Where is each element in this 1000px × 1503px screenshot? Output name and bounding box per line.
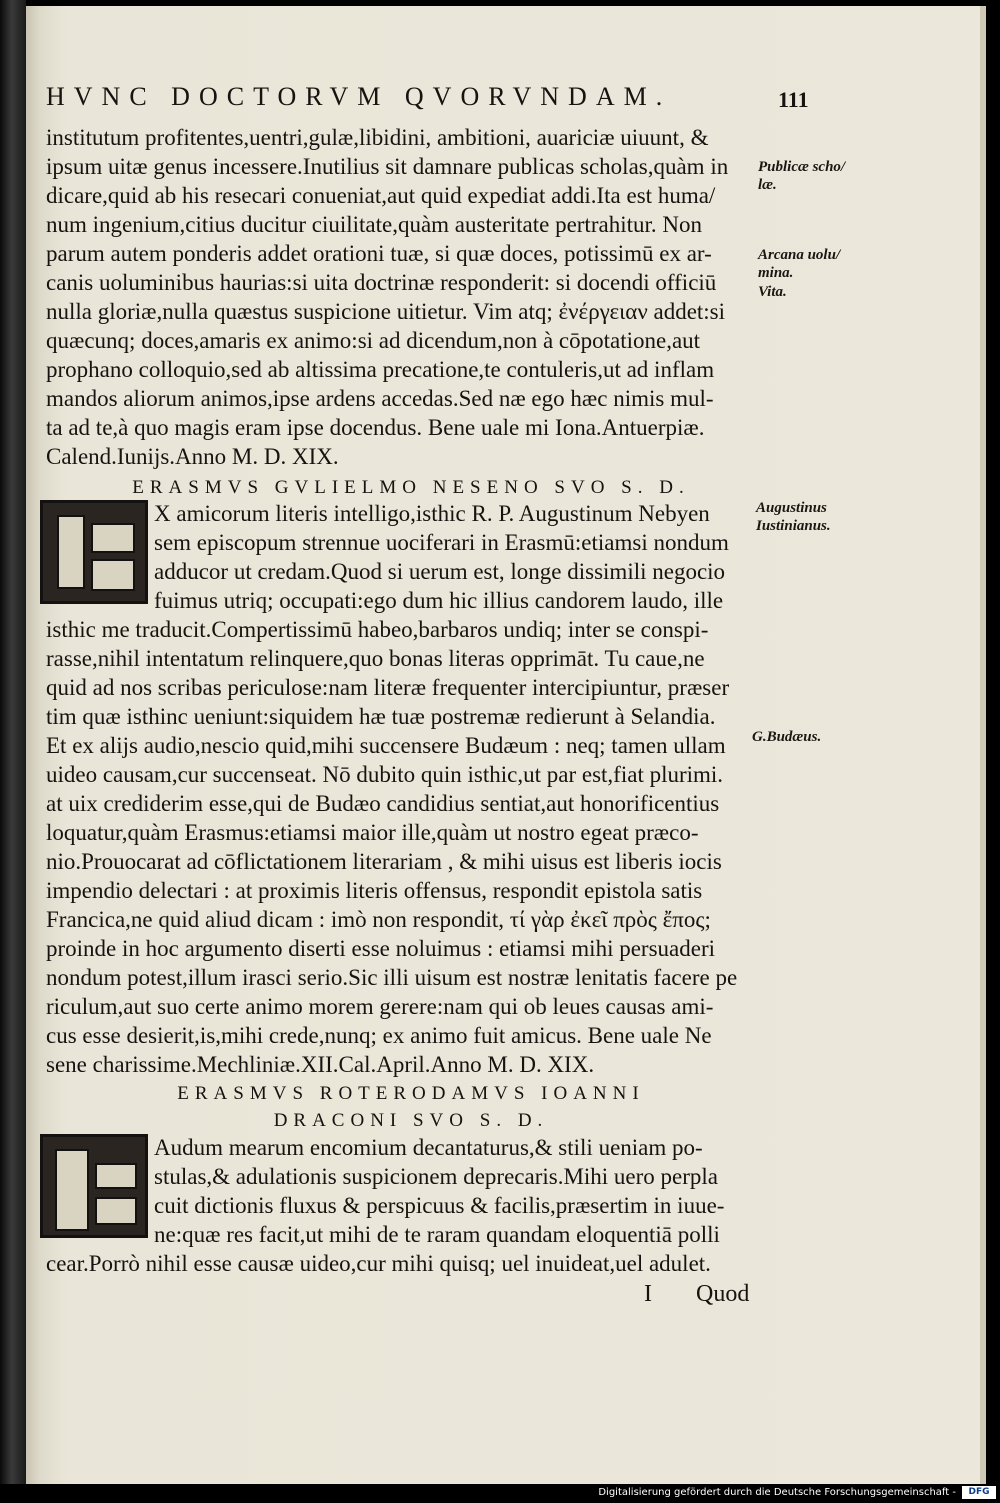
margin-note-budaeus: G.Budæus. [752, 729, 822, 745]
margin-note-arcana-2: mina. [758, 265, 794, 281]
woodcut-initial-e [40, 500, 148, 604]
text-line: tim quæ isthinc ueniunt:siquidem hæ tuæ postremæ redierunt à Selandia. [46, 704, 716, 729]
text-line: canis uoluminibus haurias:si uita doctrinæ responderit: si docendi officiū [46, 270, 717, 295]
text-line: ta ad te,à quo magis eram ipse docendus. Bene uale mi Iona.Antuerpiæ. [46, 415, 705, 440]
folio-number: 111 [778, 87, 809, 112]
text-line: at uix crediderim esse,qui de Budæo candidius sentiat,aut honorificentius [46, 791, 720, 816]
text-line: mandos aliorum animos,ipse ardens accedas.Sed næ ego hæc nimis mul- [46, 386, 714, 411]
text-line: nulla gloriæ,nulla quæstus suspicione uitietur. Vim atq; ἐνέργειαν addet:si [46, 299, 726, 324]
text-line: sene charissime.Mechliniæ.XII.Cal.April.Anno M. D. XIX. [46, 1052, 595, 1077]
margin-note-augustinus-2: Iustinianus. [756, 518, 831, 534]
text-line: cear.Porrò nihil esse causæ uideo,cur mihi quisq; uel inuideat,uel adulet. [46, 1251, 711, 1276]
text-line: Francica,ne quid aliud dicam : imò non respondit, τί γὰρ ἐκεῖ πρὸς ἔπος; [46, 907, 711, 932]
text-line: impendio delectari : at proximis literis offensus, respondit epistola satis [46, 878, 703, 903]
book-page [26, 6, 986, 1484]
letter-heading: ERASMVS ROTERODAMVS IOANNI [177, 1083, 645, 1104]
text-line: ne:quæ res facit,ut mihi de te raram quandam eloquentiā polli [154, 1222, 720, 1247]
text-line: parum autem ponderis addet orationi tuæ, si quæ doces, potissimū ex ar- [46, 241, 712, 266]
margin-note-publicae-scholae-2: læ. [758, 177, 777, 193]
margin-note-arcana-1: Arcana uolu/ [758, 247, 841, 263]
margin-note-publicae-scholae-1: Publicæ scho/ [758, 159, 846, 175]
text-line: dicare,quid ab his resecari conueniat,aut quid expediat addi.Ita est huma/ [46, 183, 716, 208]
book-edge [0, 0, 26, 1490]
text-line: loquatur,quàm Erasmus:etiamsi maior ille,quàm ut nostro egeat præco- [46, 820, 699, 845]
text-line: X amicorum literis intelligo,isthic R. P. Augustinum Nebyen [154, 501, 710, 526]
woodcut-initial-l [40, 1134, 148, 1238]
footer-bar [0, 1484, 1000, 1503]
text-line: sem episcopum strennue uociferari in Erasmū:etiamsi nondum [154, 530, 729, 555]
catchword: Quod [696, 1281, 750, 1307]
text-line: quid ad nos scribas periculose:nam literæ frequenter intercipiuntur, præser [46, 675, 730, 700]
letter-heading: DRACONI SVO S. D. [273, 1110, 549, 1131]
text-line: stulas,& adulationis suspicionem deprecaris.Mihi uero perpla [154, 1164, 719, 1189]
text-line: uideo causam,cur succenseat. Nō dubito quin isthic,ut par est,fiat plurimi. [46, 762, 724, 787]
dfg-logo: DFG [962, 1486, 996, 1499]
running-head: HVNC DOCTORVM QVORVNDAM. [46, 82, 672, 111]
text-line: prophano colloquio,sed ab altissima precatione,te contuleris,ut ad inflam [46, 357, 715, 382]
text-line: proinde in hoc argumento diserti esse noluimus : etiamsi mihi persuaderi [46, 936, 715, 961]
text-line: rasse,nihil intentatum relinquere,quo bonas literas opprimāt. Tu caue,ne [46, 646, 705, 671]
text-line: nondum potest,illum irasci serio.Sic illi uisum est nostræ lenitatis facere pe [46, 965, 738, 990]
text-line: fuimus utriq; occupati:ego dum hic illius candorem laudo, ille [154, 588, 724, 613]
text-line: adducor ut credam.Quod si uerum est, longe dissimili negocio [154, 559, 726, 584]
margin-note-vita: Vita. [758, 284, 787, 300]
text-line: num ingenium,citius ducitur ciuilitate,quàm austeritate pertrahitur. Non [46, 212, 702, 237]
text-line: cus esse desierit,is,mihi crede,nunq; ex animo fuit amicus. Bene uale Ne [46, 1023, 712, 1048]
text-line: quæcunq; doces,amaris ex animo:si ad dicendum,non à cōpotatione,aut [46, 328, 701, 353]
text-line: Audum mearum encomium decantaturus,& stili ueniam po- [154, 1135, 703, 1160]
text-line: Calend.Iunijs.Anno M. D. XIX. [46, 444, 339, 469]
margin-note-augustinus-1: Augustinus [756, 500, 827, 516]
text-line: cuit dictionis fluxus & perspicuus & facilis,præsertim in iuue- [154, 1193, 725, 1218]
text-line: ipsum uitæ genus incessere.Inutilius sit damnare publicas scholas,quàm in [46, 154, 729, 179]
text-line: institutum profitentes,uentri,gulæ,libidini, ambitioni, auariciæ uiuunt, & [46, 125, 709, 150]
signature-mark: I [644, 1281, 652, 1307]
text-line: nio.Prouocarat ad cōflictationem literariam , & mihi uisus est liberis iocis [46, 849, 722, 874]
text-line: isthic me traducit.Compertissimū habeo,barbaros undiq; inter se conspi- [46, 617, 709, 642]
text-line: Et ex alijs audio,nescio quid,mihi succensere Budæum : neq; tamen ullam [46, 733, 726, 758]
footer-credit: Digitalisierung gefördert durch die Deutsche Forschungsgemeinschaft - [598, 1487, 956, 1498]
letter-heading: ERASMVS GVLIELMO NESENO SVO S. D. [132, 477, 690, 498]
text-line: riculum,aut suo certe animo morem gerere:nam qui ob leues causas ami- [46, 994, 714, 1019]
